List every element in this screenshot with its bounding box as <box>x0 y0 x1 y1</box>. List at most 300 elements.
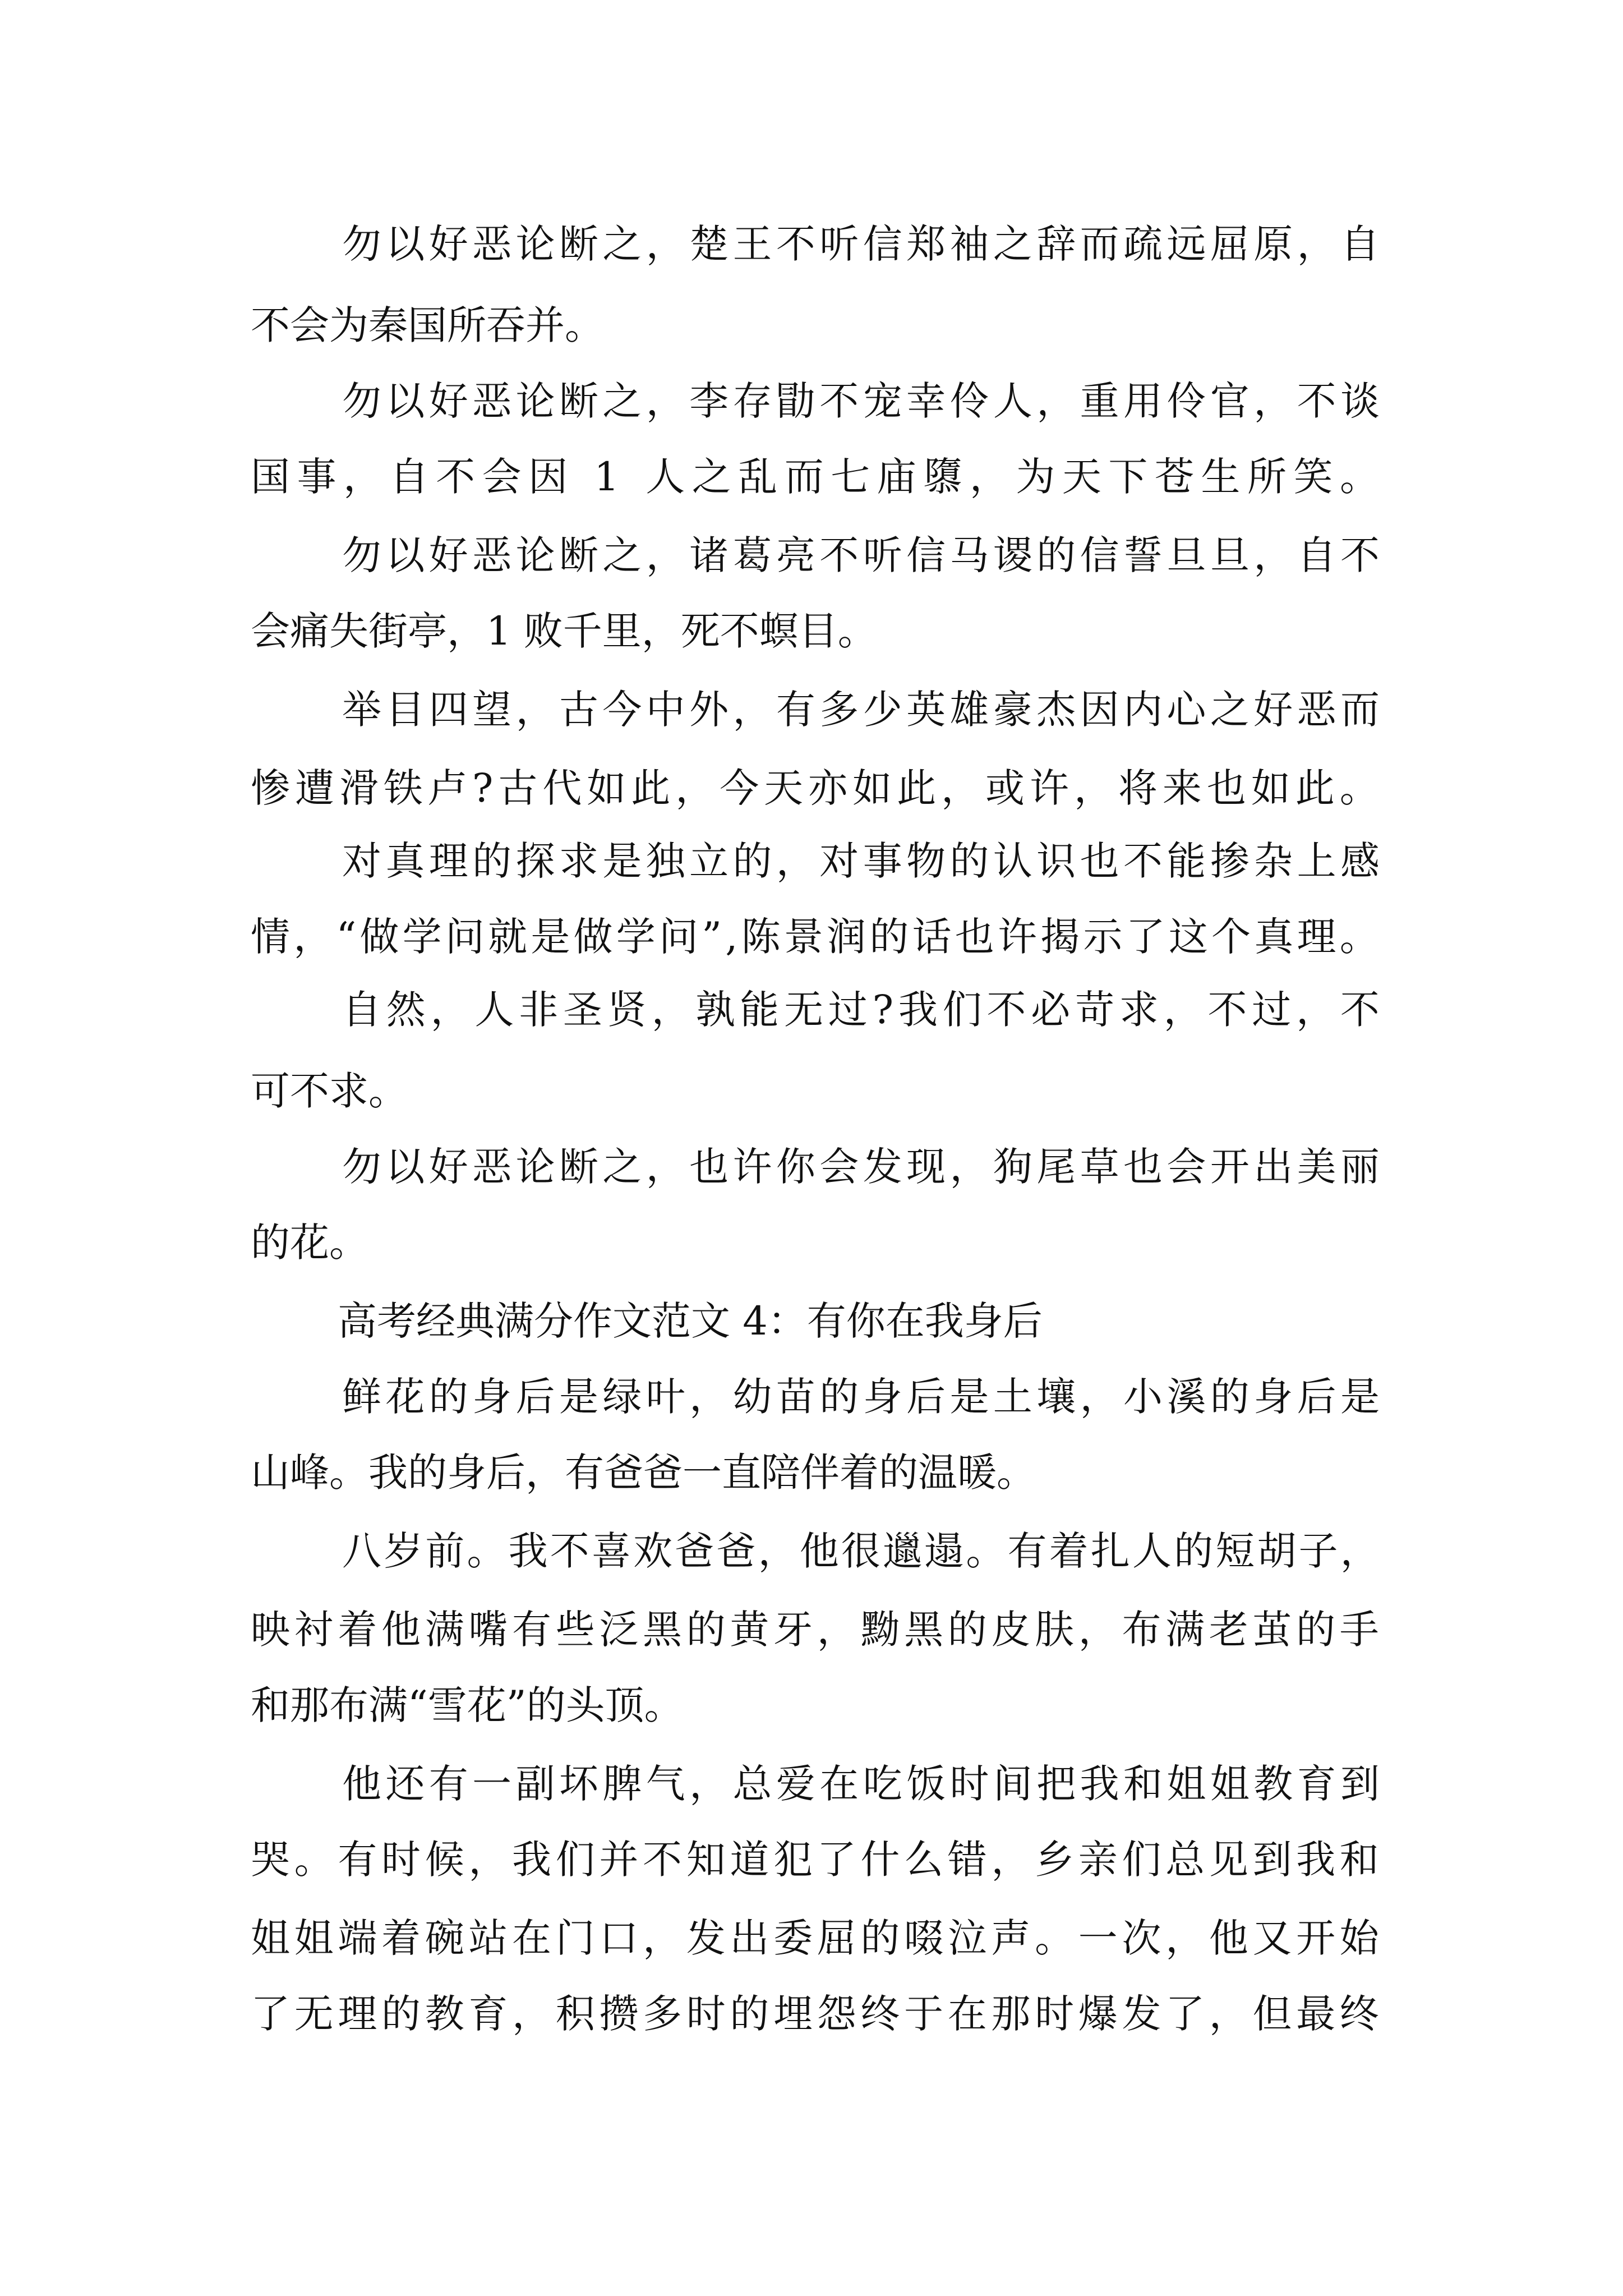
text-char: 时 <box>381 1837 421 1883</box>
text-char: 多 <box>819 687 859 733</box>
text-char: 那 <box>991 1991 1031 2037</box>
text-char: 幼 <box>732 1374 772 1420</box>
text-char: 间 <box>993 1761 1032 1807</box>
text-char: 胡 <box>1257 1528 1297 1574</box>
text-char: 。 <box>467 1528 506 1574</box>
text-char: 不 <box>819 378 859 424</box>
text-char: 不 <box>1207 987 1247 1033</box>
text-char: 什 <box>860 1837 900 1883</box>
text-char: 并 <box>599 1837 639 1883</box>
text-char: 黝 <box>860 1607 900 1653</box>
text-char: 会 <box>819 1144 859 1190</box>
text-char: 姐 <box>294 1915 334 1961</box>
text-char: 之 <box>602 378 642 424</box>
text-char: 不 <box>436 454 476 500</box>
text-char: 存 <box>732 378 772 424</box>
text-char: , <box>725 914 738 960</box>
text-char: 身 <box>1253 1374 1293 1420</box>
text-char: 门 <box>555 1915 595 1961</box>
text-char: 和 <box>1339 1837 1379 1883</box>
text-char: 是 <box>559 1374 598 1420</box>
text-char: 为 <box>1016 454 1055 500</box>
text-char: 爱 <box>776 1761 815 1807</box>
text-char: 学 <box>616 914 656 960</box>
text-char: 我 <box>508 1528 548 1574</box>
text-char: 站 <box>468 1915 508 1961</box>
text-char: 断 <box>559 532 598 578</box>
text-char: 以 <box>385 378 425 424</box>
text-char: 着 <box>1049 1528 1089 1574</box>
text-char: 笑 <box>1293 454 1333 500</box>
text-char: 惨 <box>251 765 290 811</box>
text-char: 后 <box>1297 1374 1336 1420</box>
text-char: 时 <box>686 1991 726 2037</box>
text-char: 今 <box>602 687 642 733</box>
text-char: 苗 <box>776 1374 815 1420</box>
text-char: 前 <box>425 1528 465 1574</box>
text-char: 少 <box>863 687 902 733</box>
text-char: 屈 <box>817 1915 856 1961</box>
text-char: 过 <box>828 987 868 1033</box>
text-char: 会 <box>1166 1144 1206 1190</box>
text-char: 们 <box>942 987 982 1033</box>
text-char: 他 <box>1209 1915 1248 1961</box>
text-char: ， <box>689 1761 729 1807</box>
text-char: 啜 <box>904 1915 944 1961</box>
text-char: ， <box>1165 1915 1205 1961</box>
text-char: 他 <box>342 1761 381 1807</box>
text-char: 也 <box>1080 838 1119 884</box>
text-char: 于 <box>904 1991 944 2037</box>
text-char: 之 <box>993 221 1032 267</box>
text-char: 人 <box>474 987 514 1033</box>
text-char: 勖 <box>776 378 815 424</box>
text-char: ， <box>512 1991 552 2037</box>
text-char: 信 <box>1080 532 1119 578</box>
text-char: 欢 <box>633 1528 673 1574</box>
section-heading: 高考经典满分作文范文 4：有你在我身后 <box>338 1298 1043 1344</box>
text-char: 有 <box>1007 1528 1047 1574</box>
paragraph-line: 山峰。我的身后，有爸爸一直陪伴着的温暖。 <box>251 1450 1036 1496</box>
text-char: 人 <box>645 454 685 500</box>
text-char: 豪 <box>993 687 1032 733</box>
text-char: 代 <box>542 765 582 811</box>
text-char: 是 <box>602 838 642 884</box>
paragraph-line <box>251 1896 1379 1980</box>
paragraph-line <box>342 1125 1380 1209</box>
text-char: 此 <box>1295 765 1335 811</box>
text-char: 候 <box>425 1837 464 1883</box>
text-char: 满 <box>1165 1607 1205 1653</box>
text-char: 许 <box>1029 765 1069 811</box>
text-char: 就 <box>488 914 528 960</box>
text-char: 姐 <box>251 1915 290 1961</box>
text-char: 举 <box>342 687 381 733</box>
text-char: 做 <box>359 914 399 960</box>
text-char: 论 <box>515 532 555 578</box>
text-char: 遢 <box>924 1528 964 1574</box>
text-char: 学 <box>402 914 442 960</box>
text-char: 而 <box>1340 687 1380 733</box>
text-char: 听 <box>819 221 859 267</box>
text-char: 幸 <box>906 378 946 424</box>
text-char: 听 <box>863 532 902 578</box>
text-char: 开 <box>1296 1915 1336 1961</box>
text-char: 后 <box>515 1374 555 1420</box>
text-char: 不 <box>776 221 815 267</box>
text-char: 恶 <box>472 221 512 267</box>
text-char: 断 <box>559 378 598 424</box>
text-char: 掺 <box>1210 838 1249 884</box>
text-char: 而 <box>784 454 824 500</box>
text-char: 着 <box>381 1915 421 1961</box>
text-char: 到 <box>1340 1761 1380 1807</box>
text-char: 的 <box>860 1915 900 1961</box>
text-char: 攒 <box>599 1991 639 2037</box>
text-char: 亦 <box>808 765 848 811</box>
text-char: 不 <box>1297 378 1336 424</box>
text-char: ， <box>468 1837 508 1883</box>
text-char: 一 <box>1078 1915 1118 1961</box>
text-char: 亲 <box>1078 1837 1118 1883</box>
text-char: 话 <box>912 914 952 960</box>
text-char: 姐 <box>1210 1761 1249 1807</box>
text-char: 能 <box>1166 838 1206 884</box>
paragraph-line <box>251 1818 1379 1902</box>
text-char: 有 <box>776 687 815 733</box>
paragraph-line: 的花。 <box>251 1220 368 1266</box>
text-char: ， <box>430 987 470 1033</box>
text-char: 景 <box>783 914 823 960</box>
text-char: 不 <box>986 987 1026 1033</box>
text-char: ， <box>293 914 333 960</box>
text-char: 英 <box>906 687 946 733</box>
text-char: 的 <box>730 1991 769 2037</box>
text-char: 自 <box>1340 221 1380 267</box>
text-char: 衬 <box>294 1607 334 1653</box>
text-char: 也 <box>1123 1144 1163 1190</box>
paragraph-line: 和那布满“雪花”的头顶。 <box>251 1682 684 1728</box>
text-char: 事 <box>863 838 902 884</box>
text-char: 泣 <box>947 1915 987 1961</box>
text-char: 也 <box>955 914 994 960</box>
text-char: 1 <box>594 454 619 500</box>
text-char: 好 <box>428 378 468 424</box>
text-char: 雄 <box>949 687 989 733</box>
text-char: ， <box>949 1144 989 1190</box>
text-char: 次 <box>1122 1915 1161 1961</box>
text-char: 的 <box>1174 1528 1214 1574</box>
text-char: 润 <box>827 914 866 960</box>
text-char: 遭 <box>294 765 334 811</box>
text-char: 道 <box>730 1837 769 1883</box>
text-char: 了 <box>817 1837 856 1883</box>
text-char: 理 <box>1297 914 1336 960</box>
text-char: ， <box>1209 1991 1248 2037</box>
text-char: 时 <box>949 1761 989 1807</box>
text-char: 但 <box>1252 1991 1292 2037</box>
text-char: 会 <box>482 454 522 500</box>
text-char: ， <box>343 454 383 500</box>
paragraph-line <box>251 435 1379 519</box>
text-char: 事 <box>297 454 336 500</box>
text-char: 信 <box>863 221 902 267</box>
text-char: 和 <box>1123 1761 1163 1807</box>
text-char: 之 <box>691 454 731 500</box>
text-char: 不 <box>1340 532 1380 578</box>
text-char: 来 <box>1162 765 1202 811</box>
text-char: 目 <box>385 687 425 733</box>
text-char: 好 <box>1253 687 1293 733</box>
text-char: 气 <box>645 1761 685 1807</box>
text-char: 子 <box>1298 1528 1338 1574</box>
paragraph-line <box>251 1972 1379 2056</box>
text-char: 人 <box>993 378 1032 424</box>
text-char: 不 <box>550 1528 589 1574</box>
text-char: 的 <box>472 838 512 884</box>
text-char: 重 <box>1080 378 1119 424</box>
paragraph-line: 可不求。 <box>251 1068 408 1114</box>
text-char: 过 <box>1252 987 1292 1033</box>
text-char: 黑 <box>643 1607 683 1653</box>
text-char: 信 <box>906 532 946 578</box>
text-char: ， <box>1036 378 1076 424</box>
text-char: 诸 <box>689 532 729 578</box>
text-char: 的 <box>1210 1374 1249 1420</box>
text-char: 黄 <box>730 1607 769 1653</box>
paragraph-line <box>342 668 1380 752</box>
text-char: 无 <box>294 1991 334 2037</box>
text-char: 有 <box>428 1761 468 1807</box>
text-char: 么 <box>904 1837 944 1883</box>
text-char: 的 <box>381 1991 421 2037</box>
text-char: 总 <box>732 1761 772 1807</box>
text-char: 。 <box>1339 454 1379 500</box>
text-char: 无 <box>783 987 823 1033</box>
text-char: 身 <box>863 1374 902 1420</box>
text-char: 草 <box>1080 1144 1119 1190</box>
text-char: ， <box>1073 765 1113 811</box>
text-char: 贤 <box>607 987 647 1033</box>
text-char: 教 <box>425 1991 464 2037</box>
paragraph-line <box>251 1588 1379 1672</box>
text-char: 终 <box>1339 1991 1379 2037</box>
text-char: 开 <box>1210 1144 1249 1190</box>
text-char: 独 <box>645 838 685 884</box>
text-char: 坏 <box>559 1761 598 1807</box>
text-char: ， <box>758 1528 797 1574</box>
text-char: 将 <box>1118 765 1158 811</box>
text-char: 丽 <box>1340 1144 1380 1190</box>
text-char: 终 <box>860 1991 900 2037</box>
text-char: 美 <box>1297 1144 1336 1190</box>
paragraph-line: 会痛失街亭，1 败千里，死不螟目。 <box>251 608 877 654</box>
text-char: 错 <box>947 1837 987 1883</box>
text-char: ， <box>675 765 715 811</box>
text-char: 喜 <box>591 1528 631 1574</box>
text-char <box>626 435 638 519</box>
text-char: 袖 <box>949 221 989 267</box>
text-char: 了 <box>251 1991 290 2037</box>
text-char: 个 <box>1211 914 1251 960</box>
paragraph-line <box>342 819 1380 903</box>
text-char: 天 <box>764 765 804 811</box>
text-char: 到 <box>1252 1837 1292 1883</box>
text-char: 的 <box>947 1607 987 1653</box>
text-char: 之 <box>602 1144 642 1190</box>
text-char: 此 <box>631 765 671 811</box>
text-char: 屈 <box>1210 221 1249 267</box>
text-char: 了 <box>1126 914 1165 960</box>
text-char: 的 <box>869 914 909 960</box>
text-char: 如 <box>1251 765 1290 811</box>
text-char: 肤 <box>1035 1607 1075 1653</box>
paragraph-line <box>342 1509 1380 1593</box>
text-char: ， <box>645 532 685 578</box>
text-char: 如 <box>852 765 892 811</box>
text-char: 在 <box>947 1991 987 2037</box>
text-char: 泛 <box>599 1607 639 1653</box>
text-char: 真 <box>385 838 425 884</box>
text-char: 出 <box>730 1915 769 1961</box>
text-char: 始 <box>1339 1915 1379 1961</box>
text-char: ， <box>776 838 815 884</box>
text-char: 誓 <box>1123 532 1163 578</box>
text-char: 感 <box>1340 838 1380 884</box>
text-char: 多 <box>643 1991 683 2037</box>
text-char: ? <box>472 765 494 811</box>
text-char: 谈 <box>1340 378 1380 424</box>
text-char: 们 <box>555 1837 595 1883</box>
text-char: 如 <box>587 765 626 811</box>
text-char: 映 <box>251 1607 290 1653</box>
text-char: 八 <box>342 1528 381 1574</box>
text-char: 望 <box>472 687 512 733</box>
text-char: 牙 <box>773 1607 813 1653</box>
text-char: 还 <box>385 1761 425 1807</box>
text-char: 把 <box>1036 1761 1076 1807</box>
text-char: 声 <box>991 1915 1031 1961</box>
text-char: 育 <box>1297 1761 1336 1807</box>
text-char: 发 <box>1122 1991 1161 2037</box>
text-char: 这 <box>1168 914 1208 960</box>
text-char: 真 <box>1254 914 1294 960</box>
text-char: 乱 <box>738 454 778 500</box>
text-char: 也 <box>1206 765 1246 811</box>
text-char: 鲜 <box>342 1374 381 1420</box>
text-char: 。 <box>1339 914 1379 960</box>
text-char: 用 <box>1123 378 1163 424</box>
text-char: 恶 <box>472 532 512 578</box>
text-char: 葛 <box>732 532 772 578</box>
text-char: ， <box>732 687 772 733</box>
text-char: 揭 <box>1040 914 1080 960</box>
text-char: 不 <box>819 532 859 578</box>
paragraph-line <box>342 359 1380 443</box>
text-char: 爸 <box>675 1528 714 1574</box>
text-char: 爸 <box>716 1528 756 1574</box>
text-char: 的 <box>732 838 772 884</box>
text-char: 口 <box>599 1915 639 1961</box>
text-char: 也 <box>689 1144 729 1190</box>
paragraph-line <box>342 202 1380 286</box>
text-char: 认 <box>993 838 1032 884</box>
text-char: 不 <box>643 1837 683 1883</box>
text-char: 隳 <box>923 454 963 500</box>
text-char: 外 <box>689 687 729 733</box>
text-char: 又 <box>1252 1915 1292 1961</box>
text-char: 内 <box>1123 687 1163 733</box>
text-char: 杂 <box>1253 838 1293 884</box>
text-char: 知 <box>686 1837 726 1883</box>
text-char: 亮 <box>776 532 815 578</box>
text-char: 识 <box>1036 838 1076 884</box>
text-char: 恶 <box>1297 687 1336 733</box>
text-char: 对 <box>819 838 859 884</box>
text-char: 勿 <box>342 378 381 424</box>
text-char: ， <box>817 1607 856 1653</box>
text-char: 上 <box>1297 838 1336 884</box>
text-char: 。 <box>294 1837 334 1883</box>
text-char: 宠 <box>863 378 902 424</box>
text-char: 。 <box>1035 1915 1075 1961</box>
text-char: 小 <box>1123 1374 1163 1420</box>
text-char: 土 <box>993 1374 1032 1420</box>
text-char: 见 <box>1209 1837 1248 1883</box>
text-char: 勿 <box>342 1144 381 1190</box>
text-char: 中 <box>645 687 685 733</box>
text-char: 李 <box>689 378 729 424</box>
text-char: 以 <box>385 532 425 578</box>
text-char: 壤 <box>1036 1374 1076 1420</box>
text-char: 做 <box>573 914 613 960</box>
text-char: ， <box>969 454 1009 500</box>
text-char: 绿 <box>602 1374 642 1420</box>
text-char: 短 <box>1215 1528 1255 1574</box>
text-char: 示 <box>1083 914 1123 960</box>
text-char: 因 <box>528 454 568 500</box>
paragraph-line <box>251 895 1379 979</box>
text-char: 论 <box>515 378 555 424</box>
text-char: 出 <box>1253 1144 1293 1190</box>
text-char: 谡 <box>993 532 1032 578</box>
text-char: 许 <box>998 914 1038 960</box>
text-char: 着 <box>338 1607 377 1653</box>
text-char: 茧 <box>1252 1607 1292 1653</box>
text-char: 远 <box>1166 221 1206 267</box>
text-char: ， <box>1163 987 1203 1033</box>
text-char: 发 <box>686 1915 726 1961</box>
paragraph-line <box>251 746 1379 830</box>
text-char: 是 <box>1340 1374 1380 1420</box>
text-char: 花 <box>385 1374 425 1420</box>
text-char: 些 <box>555 1607 595 1653</box>
text-char: 尾 <box>1036 1144 1076 1190</box>
text-char: ， <box>1080 1374 1119 1420</box>
text-char: 自 <box>1297 532 1336 578</box>
text-char: 人 <box>1132 1528 1172 1574</box>
text-char: 自 <box>389 454 429 500</box>
text-char: 育 <box>468 1991 508 2037</box>
text-char: 狗 <box>993 1144 1032 1190</box>
text-char: 乡 <box>1035 1837 1075 1883</box>
text-char: 犯 <box>773 1837 813 1883</box>
text-char: 嘴 <box>468 1607 508 1653</box>
text-char: 有 <box>512 1607 552 1653</box>
text-char: 一 <box>472 1761 512 1807</box>
text-char: 老 <box>1209 1607 1248 1653</box>
text-char: 求 <box>559 838 598 884</box>
